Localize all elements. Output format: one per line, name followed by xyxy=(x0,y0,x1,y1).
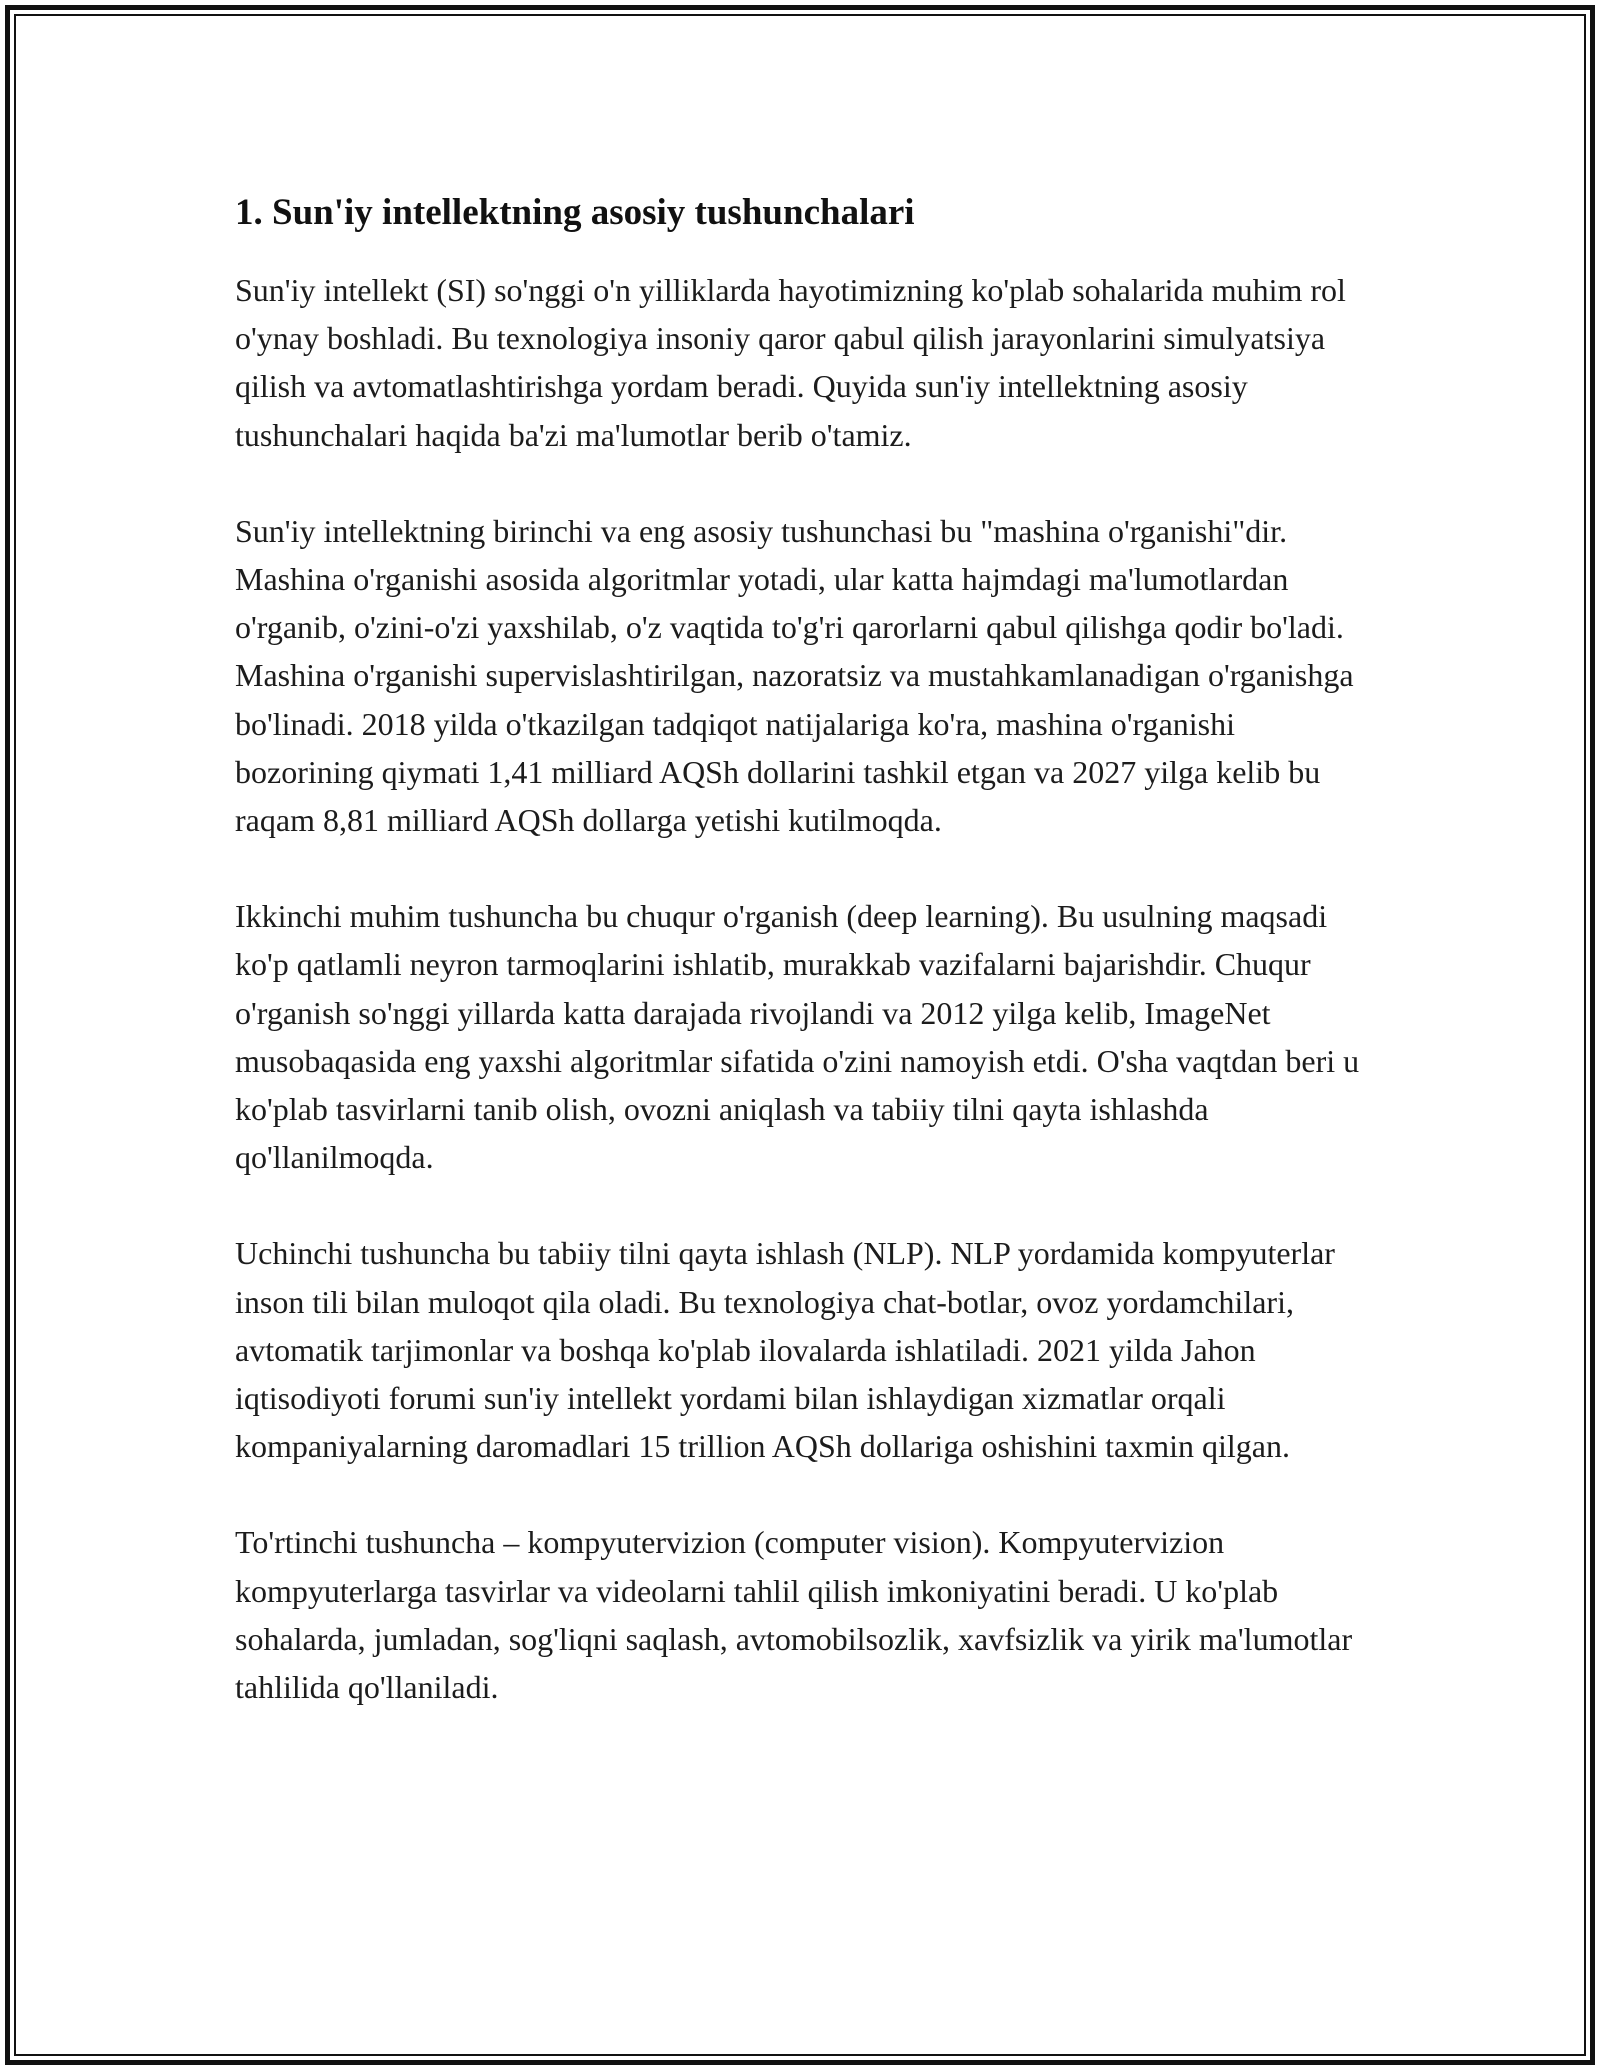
paragraph-intro: Sun'iy intellekt (SI) so'nggi o'n yilliklarda hayotimizning ko'plab sohalarida muhim rol o'ynay boshladi. Bu texnologiya insoniy qaror qabul qilish jarayonlarini simulyatsiya qilish va avtomatlashtirishga yordam beradi. Quyida sun'iy intellektning asosiy tushunchalari haqida ba'zi ma'lumotlar berib o'tamiz. xyxy=(235,272,1346,453)
paragraph-machine-learning: Sun'iy intellektning birinchi va eng asosiy tushunchasi bu "mashina o'rganishi"dir. Mashina o'rganishi asosida algoritmlar yotadi, ular katta hajmdagi ma'lumotlardan o'rganib, o'zini-o'zi yaxshilab, o'z vaqtida to'g'ri qarorlarni qabul qilishga qodir bo'ladi. Mashina o'rganishi supervislashtirilgan, nazoratsiz va mustahkamlanadigan o'rganishga bo'linadi. 2018 yilda o'tkazilgan tadqiqot natijalariga ko'ra, mashina o'rganishi bozorining qiymati 1,41 milliard AQSh dollarini tashkil etgan va 2027 yilga kelib bu raqam 8,81 milliard AQSh dollarga yetishi kutilmoqda. xyxy=(235,512,1354,839)
section-title: 1. Sun'iy intellektning asosiy tushunchalari xyxy=(235,192,915,233)
paragraph-nlp: Uchinchi tushuncha bu tabiiy tilni qayta ishlash (NLP). NLP yordamida kompyuterlar inson tili bilan muloqot qila oladi. Bu texnologiya chat-botlar, ovoz yordamchilari, avtomatik tarjimonlar va boshqa ko'plab ilovalarda ishlatiladi. 2021 yilda Jahon iqtisodiyoti forumi sun'iy intellekt yordami bilan ishlaydigan xizmatlar orqali kompaniyalarning daromadlari 15 trillion AQSh dollariga oshishini taxmin qilgan. xyxy=(235,1235,1335,1465)
paragraph-deep-learning: Ikkinchi muhim tushuncha bu chuqur o'rganish (deep learning). Bu usulning maqsadi ko'p qatlamli neyron tarmoqlarini ishlatib, murakkab vazifalarni bajarishdir. Chuqur o'rganish so'nggi yillarda katta darajada rivojlandi va 2012 yilga kelib, ImageNet musobaqasida eng yaxshi algoritmlar sifatida o'zini namoyish etdi. O'sha vaqtdan beri u ko'plab tasvirlarni tanib olish, ovozni aniqlash va tabiiy tilni qayta ishlashda qo'llanilmoqda. xyxy=(235,898,1360,1176)
paragraph-computer-vision: To'rtinchi tushuncha – kompyutervizion (computer vision). Kompyutervizion kompyuterlarga tasvirlar va videolarni tahlil qilish imkoniyatini beradi. U ko'plab sohalarda, jumladan, sog'liqni saqlash, avtomobilsozlik, xavfsizlik va yirik ma'lumotlar tahlilida qo'llaniladi. xyxy=(235,1524,1353,1706)
document-body xyxy=(235,186,1375,1759)
